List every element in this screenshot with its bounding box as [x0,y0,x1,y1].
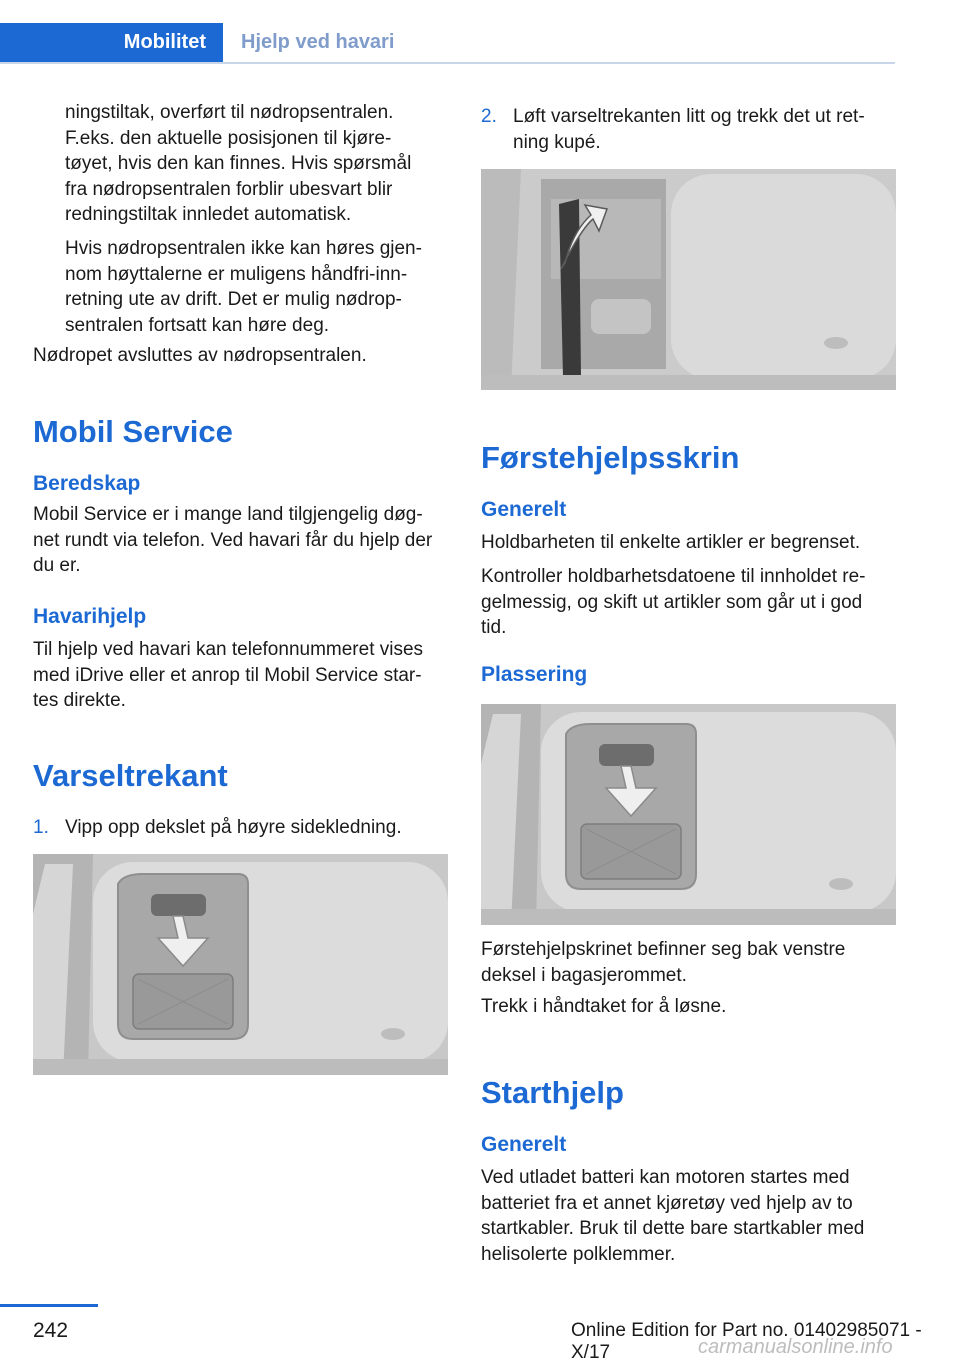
havarihjelp-text [33,637,453,714]
text-line: ningstiltak, overført til nødropsentralen. [65,102,394,123]
footer-accent-line [0,1304,98,1307]
text-line: net rundt via telefon. Ved havari får du hjelp der [33,529,433,551]
heading-forstehjelpsskrin: Førstehjelpsskrin [481,440,740,475]
heading-havarihjelp: Havarihjelp [33,605,147,628]
heading-plassering: Plassering [481,663,588,686]
text-line: retning ute av drift. Det er mulig nødrop- [65,289,402,310]
end-call-text: Nødropet avsluttes av nødropsentralen. [33,345,367,366]
warning-triangle-illustration [481,169,896,390]
text-line: Til hjelp ved havari kan telefonnummeret vises [33,639,424,660]
heading-mobil-service: Mobil Service [33,414,233,449]
text-line: fra nødropsentralen forblir ubesvart blir [65,178,393,200]
continued-paragraph-2 [65,236,445,338]
text-line: Kontroller holdbarhetsdatoene til innholdet re- [481,566,866,587]
text-line: ning kupé. [513,131,601,153]
text-line: batteriet fra et annet kjøretøy ved hjelp av to [481,1192,853,1214]
figure-first-aid-location [481,704,896,925]
text-line: tid. [481,617,507,638]
starthjelp-text [481,1165,901,1267]
text-line: gelmessig, og skift ut artikler som går ut i god [481,591,863,613]
step-text: Vipp opp dekslet på høyre sidekledning. [65,817,402,838]
figure-warning-triangle [481,169,896,390]
text-line: startkabler. Bruk til dette bare startkabler med [481,1218,865,1239]
generelt-text-2 [481,564,901,641]
text-line: helisolerte polklemmer. [481,1243,676,1265]
text-line: Løft varseltrekanten litt og trekk det ut ret- [513,106,865,127]
plassering-text-1 [481,937,901,988]
text-line: tøyet, hvis den kan finnes. Hvis spørsmål [65,153,412,174]
watermark: carmanualsonline.info [698,1336,893,1358]
tab-hjelp-ved-havari: Hjelp ved havari [241,31,395,53]
heading-beredskap: Beredskap [33,472,141,495]
text-line: Hvis nødropsentralen ikke kan høres gjen- [65,238,422,259]
text-line: med iDrive eller et anrop til Mobil Service star- [33,664,422,686]
side-panel-illustration [33,854,448,1075]
continued-paragraph-1 [65,100,445,228]
edition-text: Online Edition for Part no. 01402985071 - X/17 [571,1320,922,1363]
generelt-text-1: Holdbarheten til enkelte artikler er begrenset. [481,532,861,553]
plassering-text-2: Trekk i håndtaket for å løsne. [481,996,727,1017]
text-line: du er. [33,555,81,576]
text-line: redningstiltak innledet automatisk. [65,204,352,225]
text-line: deksel i bagasjerommet. [481,964,687,986]
text-line: Mobil Service er i mange land tilgjengelig døg- [33,504,423,525]
heading-varseltrekant: Varseltrekant [33,758,228,793]
text-line: tes direkte. [33,690,126,711]
step-number: 2. [481,106,497,127]
step-text [513,104,898,155]
tab-mobilitet: Mobilitet [0,23,223,62]
heading-starthjelp: Starthjelp [481,1075,624,1110]
text-line: nom høyttalerne er muligens håndfri-inn- [65,263,408,285]
heading-generelt: Generelt [481,498,567,521]
text-line: Ved utladet batteri kan motoren startes med [481,1167,850,1188]
text-line: Førstehjelpskrinet befinner seg bak venstre [481,939,846,960]
heading-generelt-starthjelp: Generelt [481,1133,567,1156]
step-number: 1. [33,817,49,838]
page-header [0,0,895,64]
beredskap-text [33,502,453,579]
text-line: F.eks. den aktuelle posisjonen til kjøre- [65,127,392,149]
text-line: sentralen fortsatt kan høre deg. [65,314,330,336]
first-aid-illustration [481,704,896,925]
figure-side-panel-cover [33,854,448,1075]
page-number: 242 [33,1319,69,1342]
